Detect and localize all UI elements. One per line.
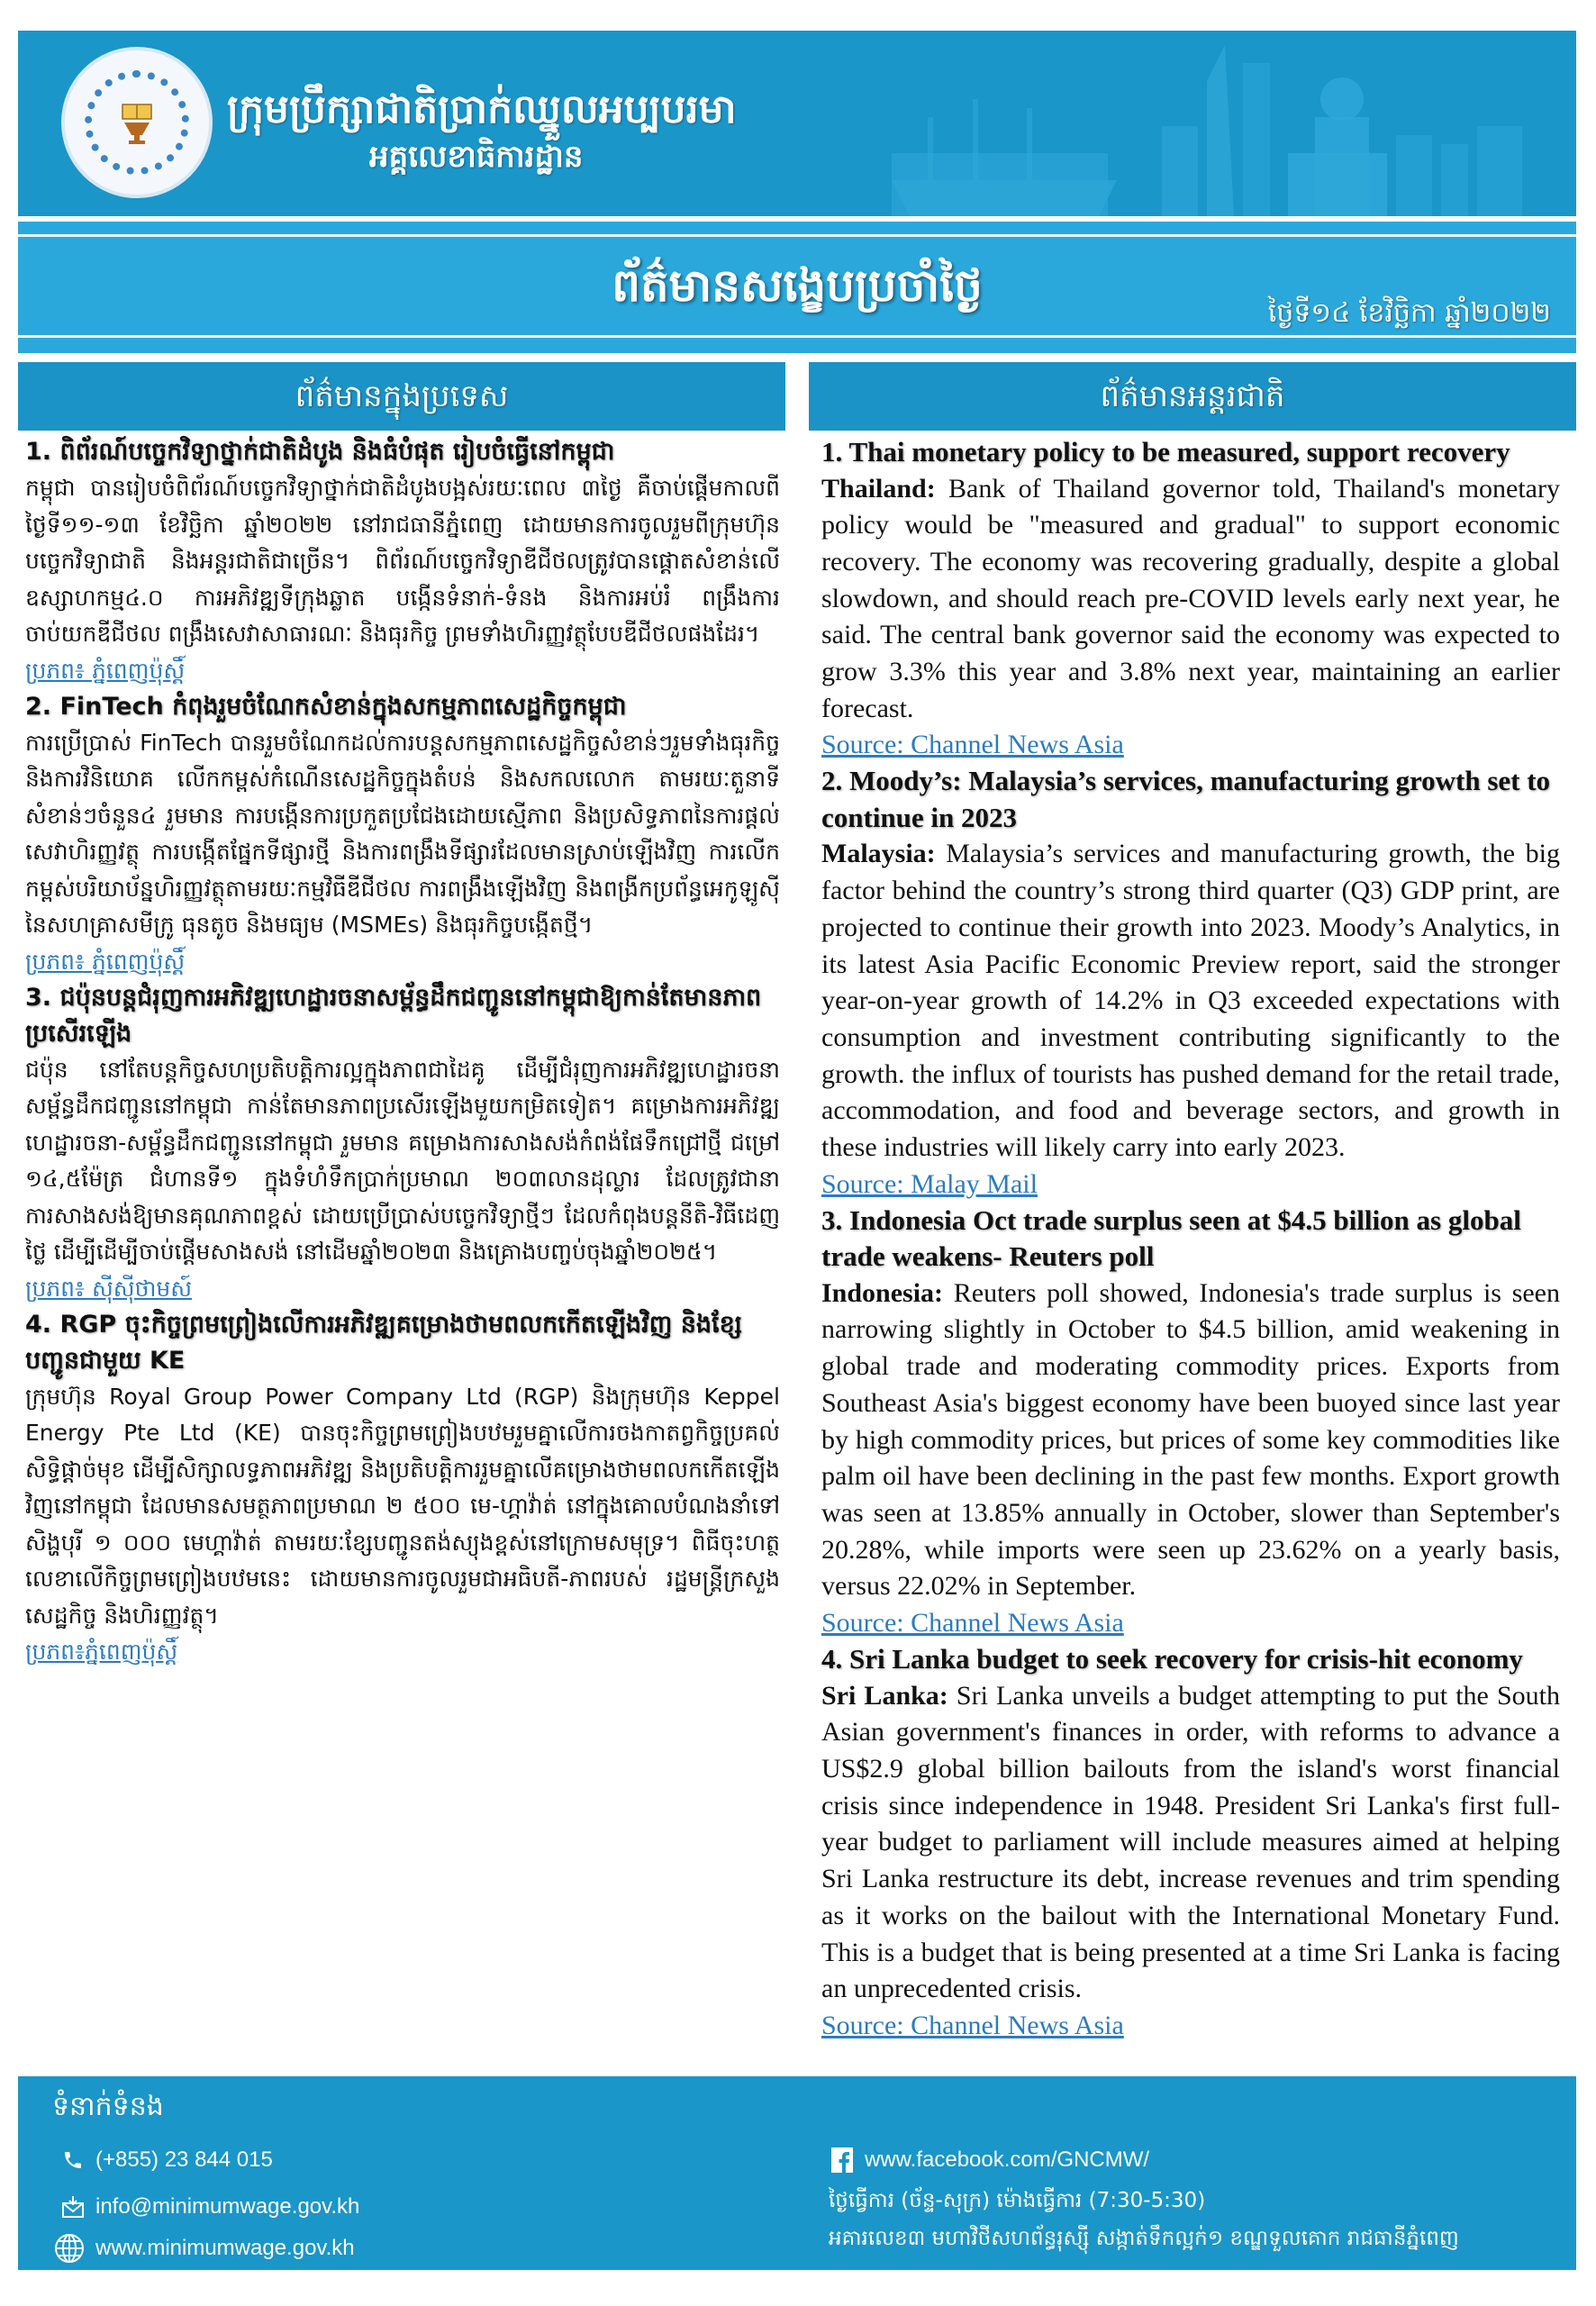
email-address: info@minimumwage.gov.kh: [95, 2194, 360, 2219]
article-body: [821, 1276, 1560, 1605]
article-title: 1. ពិព័រណ៍បច្ចេកវិទ្យាថ្នាក់ជាតិដំបូង និងធំបំផុត រៀបចំធ្វើនៅកម្ពុជា: [25, 438, 615, 466]
article-body: ជប៉ុន នៅតែបន្តកិច្ចសហប្រតិបត្តិការល្អក្នុងភាពជាដៃគូ ដើម្បីជំរុញការអភិវឌ្ឍហេដ្ឋារចនាសម្ព័ន្ធដឹកជញ្ជូននៅកម្ពុជា កាន់តែមានភាពប្រសើរឡើងមួយកម្រិតទៀត។ គម្រោងការអភិវឌ្ឍហេដ្ឋារចនា-សម្ព័ន្ធដឹកជញ្ជូននៅកម្ពុជា រួមមាន គម្រោងការសាងសង់កំពង់ផែទឹកជ្រៅថ្មី ជម្រៅ ១៤,៥ម៉ែត្រ ជំហានទី១ ក្នុងទំហំទឹកប្រាក់ប្រមាណ ២០៣លានដុល្លារ ដែលត្រូវជានាការសាងសង់ឱ្យមានគុណភាពខ្ពស់ ដោយប្រើប្រាស់បច្ចេកវិទ្យាថ្មីៗ ដែលកំពុងបន្តនីតិ-វិធីដេញថ្លៃ ដើម្បីដើម្បីចាប់ផ្តើមសាងសង់ នៅដើមឆ្នាំ២០២៣ និងគ្រោងបញ្ចប់ចុងឆ្នាំ២០២៥។: [25, 1056, 780, 1265]
international-article: [821, 763, 1560, 1202]
article-country-lead: Sri Lanka:: [821, 1680, 948, 1711]
article-body: ការប្រើប្រាស់ FinTech បានរួមចំណែកដល់ការបន្តសកម្មភាពសេដ្ឋកិច្ចសំខាន់ៗរួមទាំងធុរកិច្ច និងការវិនិយោគ លើកកម្ពស់កំណើនសេដ្ឋកិច្ចក្នុងតំបន់ និងសកលលោក តាមរយៈតួនាទីសំខាន់ៗចំនួន៤ រួមមាន ការបង្កើនការប្រកួតប្រជែងដោយស្មើភាព និងប្រសិទ្ធភាពនៃការផ្តល់សេវាហិរញ្ញវត្ថុ ការបង្កើតផ្នែកទីផ្សារថ្មី និងការពង្រឹងទីផ្សារដែលមានស្រាប់ឡើងវិញ ការលើកកម្ពស់បរិយាប័ន្នហិរញ្ញវត្ថុតាមរយៈកម្មវិធីឌីជីថល ការពង្រឹងឡើងវិញ និងពង្រីកប្រព័ន្ធអេកូឡូស៊ី នៃសហគ្រាសមីក្រូ ធុនតូច និងមធ្យម (MSMEs) និងធុរកិច្ចបង្កើតថ្មី។: [25, 729, 780, 938]
domestic-article: [25, 1307, 780, 1671]
header-banner: [18, 31, 1576, 216]
international-article: [821, 434, 1560, 763]
office-hours: ថ្ងៃធ្វើការ (ច័ន្ទ-សុក្រ) ម៉ោងធ្វើការ (7:30-5:30): [829, 2189, 1206, 2212]
article-body: [821, 1678, 1560, 2008]
website-contact[interactable]: [52, 2231, 355, 2265]
phone-icon: [59, 2147, 86, 2174]
domestic-news-header: ព័ត៌មានក្នុងប្រទេស: [18, 362, 785, 431]
email-contact[interactable]: [59, 2193, 359, 2220]
organization-department: អគ្គលេខាធិការដ្ឋាន: [369, 139, 584, 175]
website-url: www.minimumwage.gov.kh: [95, 2236, 355, 2260]
globe-icon: [52, 2231, 86, 2265]
article-source-link[interactable]: Source: Channel News Asia: [821, 730, 1124, 760]
organization-name: ក្រុមប្រឹក្សាជាតិប្រាក់ឈ្នួលអប្បបរមា: [227, 86, 737, 132]
divider: [18, 335, 1576, 338]
article-title: 1. Thai monetary policy to be measured, support recovery: [821, 436, 1510, 468]
article-body: ក្រុមហ៊ុន Royal Group Power Company Ltd (RGP) និងក្រុមហ៊ុន Keppel Energy Pte Ltd (KE) បានចុះកិច្ចព្រមព្រៀងបឋមរួមគ្នាលើការចងកាតព្វកិច្ចប្រគល់សិទ្ធិផ្តាច់មុខ ដើម្បីសិក្សាលទ្ធភាពអភិវឌ្ឍ និងប្រតិបត្តិការរួមគ្នាលើគម្រោងថាមពលកកើតឡើងវិញនៅកម្ពុជា ដែលមានសមត្ថភាពប្រមាណ ២ ៥០០ មេ-ហ្គាវ៉ាត់ នៅក្នុងគោលបំណងនាំទៅសិង្ហបុរី ១ ០០០ មេហ្គាវ៉ាត់ តាមរយៈខ្សែបញ្ជូនតង់ស្យុងខ្ពស់នៅក្រោមសមុទ្រ។ ពិធីចុះហត្ថលេខាលើកិច្ចព្រមព្រៀងបឋមនេះ ដោយមានការចូលរួមជាអធិបតី-ភាពរបស់ រដ្ឋមន្ត្រីក្រសួងសេដ្ឋកិច្ច និងហិរញ្ញវត្ថុ។: [25, 1383, 780, 1629]
port-skyline-illustration: [892, 45, 1540, 216]
contact-footer: [18, 2076, 1576, 2270]
article-source-link[interactable]: Source: Channel News Asia: [821, 1608, 1124, 1639]
article-source-link[interactable]: ប្រភព៖ភ្នំពេញប៉ុស្តិ៍: [25, 1639, 178, 1665]
article-text: Bank of Thailand governor told, Thailand's monetary policy would be "measured and gradual" to support economic recovery. The economy was recovering gradually, despite a global slowdown, and should reach pre-COVID levels early next year, he said. The central bank governor said the economy was expected to grow 3.3% this year and 3.8% next year, maintaining an earlier forecast.: [821, 473, 1560, 723]
international-news-column: [821, 434, 1560, 2074]
article-text: Malaysia’s services and manufacturing growth, the big factor behind the country’s strong third quarter (Q3) GDP print, are projected to continue their growth into 2023. Moody’s Analytics, in its latest Asia Pacific Economic Preview report, said the stronger year-on-year growth of 14.2% in Q3 exceeded expectations with consumption and investment contributing significantly to the growth. the influx of tourists has pushed demand for the retail trade, accommodation, and food and beverage sectors, and growth in these industries will likely carry into early 2023.: [821, 839, 1560, 1163]
office-address: អគារលេខ៣ មហាវិថីសហព័ន្ធរុស្ស៊ី សង្កាត់ទឹកល្អក់១ ខណ្ឌទួលគោក រាជធានីភ្នំពេញ: [829, 2227, 1459, 2250]
facebook-icon: [829, 2147, 856, 2174]
title-band: [18, 222, 1576, 353]
phone-contact[interactable]: [59, 2147, 273, 2174]
article-source-link[interactable]: Source: Malay Mail: [821, 1168, 1038, 1199]
international-news-header: ព័ត៌មានអន្តរជាតិ: [809, 362, 1576, 431]
article-source-link[interactable]: ប្រភព៖ ភ្នំពេញប៉ុស្តិ៍: [25, 948, 186, 975]
article-title: 4. Sri Lanka budget to seek recovery for crisis-hit economy: [821, 1643, 1523, 1675]
article-source-link[interactable]: ប្រភព៖ ភ្នំពេញប៉ុស្តិ៍: [25, 657, 186, 684]
article-title: 3. ជប៉ុនបន្តជំរុញការអភិវឌ្ឍហេដ្ឋារចនាសម្ព័ន្ធដឹកជញ្ជូននៅកម្ពុជាឱ្យកាន់តែមានភាពប្រសើរឡើង: [25, 983, 762, 1048]
page-title: ព័ត៌មានសង្ខេបប្រចាំថ្ងៃ: [612, 259, 983, 312]
article-body: [821, 471, 1560, 728]
international-article: [821, 1203, 1560, 1641]
domestic-article: [25, 434, 780, 689]
facebook-url: www.facebook.com/GNCMW/: [865, 2147, 1150, 2172]
article-body: កម្ពុជា បានរៀបចំពិព័រណ៍បច្ចេកវិទ្យាថ្នាក់ជាតិដំបូងបង្អស់រយៈពេល ៣ថ្ងៃ គឺចាប់ផ្តើមកាលពីថ្ងៃទី១១-១៣ ខែវិច្ឆិកា ឆ្នាំ២០២២ នៅរាជធានីភ្នំពេញ ដោយមានការចូលរួមពីក្រុមហ៊ុនបច្ចេកវិទ្យាជាតិ និងអន្តរជាតិជាច្រើន។ ពិព័រណ៍បច្ចេកវិទ្យាឌីជីថលត្រូវបានផ្តោតសំខាន់លើឧស្សាហកម្ម៤.០ ការអភិវឌ្ឍទីក្រុងឆ្លាត បង្កើនទំនាក់-ទំនង និងការអប់រំ ពង្រឹងការចាប់យកឌីជីថល ពង្រឹងសេវាសាធារណៈ និងធុរកិច្ច ព្រមទាំងហិរញ្ញវត្ថុបែបឌីជីថលផងដែរ។: [25, 475, 780, 647]
domestic-article: [25, 980, 780, 1307]
email-icon: [59, 2193, 86, 2220]
article-source-link[interactable]: ប្រភព៖ ស៊ីស៊ីថាមស៍: [25, 1275, 193, 1302]
article-title: 2. FinTech កំពុងរួមចំណែកសំខាន់ក្នុងសកម្មភាពសេដ្ឋកិច្ចកម្ពុជា: [25, 692, 627, 721]
article-text: Sri Lanka unveils a budget attempting to put the South Asian government's finances in order, with reforms to advance a US$2.9 global billion bailouts from the island's worst financial crisis since independence in 1948. President Sri Lanka's first full-year budget to parliament will include measures aimed at helping Sri Lanka restructure its debt, increase revenues and trim spending as it works on the bailout with the International Monetary Fund. This is a budget that is being presented at a time Sri Lanka is facing an unprecedented crisis.: [821, 1680, 1560, 2004]
article-country-lead: Thailand:: [821, 473, 936, 504]
contact-heading: ទំនាក់ទំនង: [52, 2091, 164, 2122]
international-article: [821, 1641, 1560, 2044]
divider: [18, 234, 1576, 237]
phone-number: (+855) 23 844 015: [95, 2147, 273, 2172]
article-title: 3. Indonesia Oct trade surplus seen at $4.5 billion as global trade weakens- Reuters poll: [821, 1203, 1521, 1273]
article-source-link[interactable]: Source: Channel News Asia: [821, 2010, 1124, 2040]
cup-book-emblem-icon: [121, 103, 153, 148]
ministry-seal-logo: [61, 47, 213, 198]
facebook-contact[interactable]: [829, 2147, 1149, 2174]
article-title: 2. Moody’s: Malaysia’s services, manufacturing growth set to continue in 2023: [821, 765, 1551, 833]
domestic-article: [25, 689, 780, 980]
article-body: [821, 836, 1560, 1166]
issue-date: ថ្ងៃទី១៤ ខែវិច្ឆិកា ឆ្នាំ២០២២: [1267, 297, 1551, 329]
article-title: 4. RGP ចុះកិច្ចព្រមព្រៀងលើការអភិវឌ្ឍគម្រោងថាមពលកកើតឡើងវិញ និងខ្សែបញ្ជូនជាមួយ KE: [25, 1310, 742, 1375]
article-text: Reuters poll showed, Indonesia's trade surplus is seen narrowing slightly in October to $4.5 billion, amid weakening in global trade and moderating commodity prices. Exports from Southeast Asia's biggest economy have been buoyed since last year by high commodity prices, but prices of some key commodities like palm oil have been declining in the past few months. Export growth was seen at 13.85% annually in October, slower than September's 20.28%, while imports were seen up 23.62% on a yearly basis, versus 22.02% in September.: [821, 1277, 1560, 1602]
domestic-news-column: [25, 434, 780, 2074]
article-country-lead: Malaysia:: [821, 839, 936, 869]
article-country-lead: Indonesia:: [821, 1277, 944, 1308]
